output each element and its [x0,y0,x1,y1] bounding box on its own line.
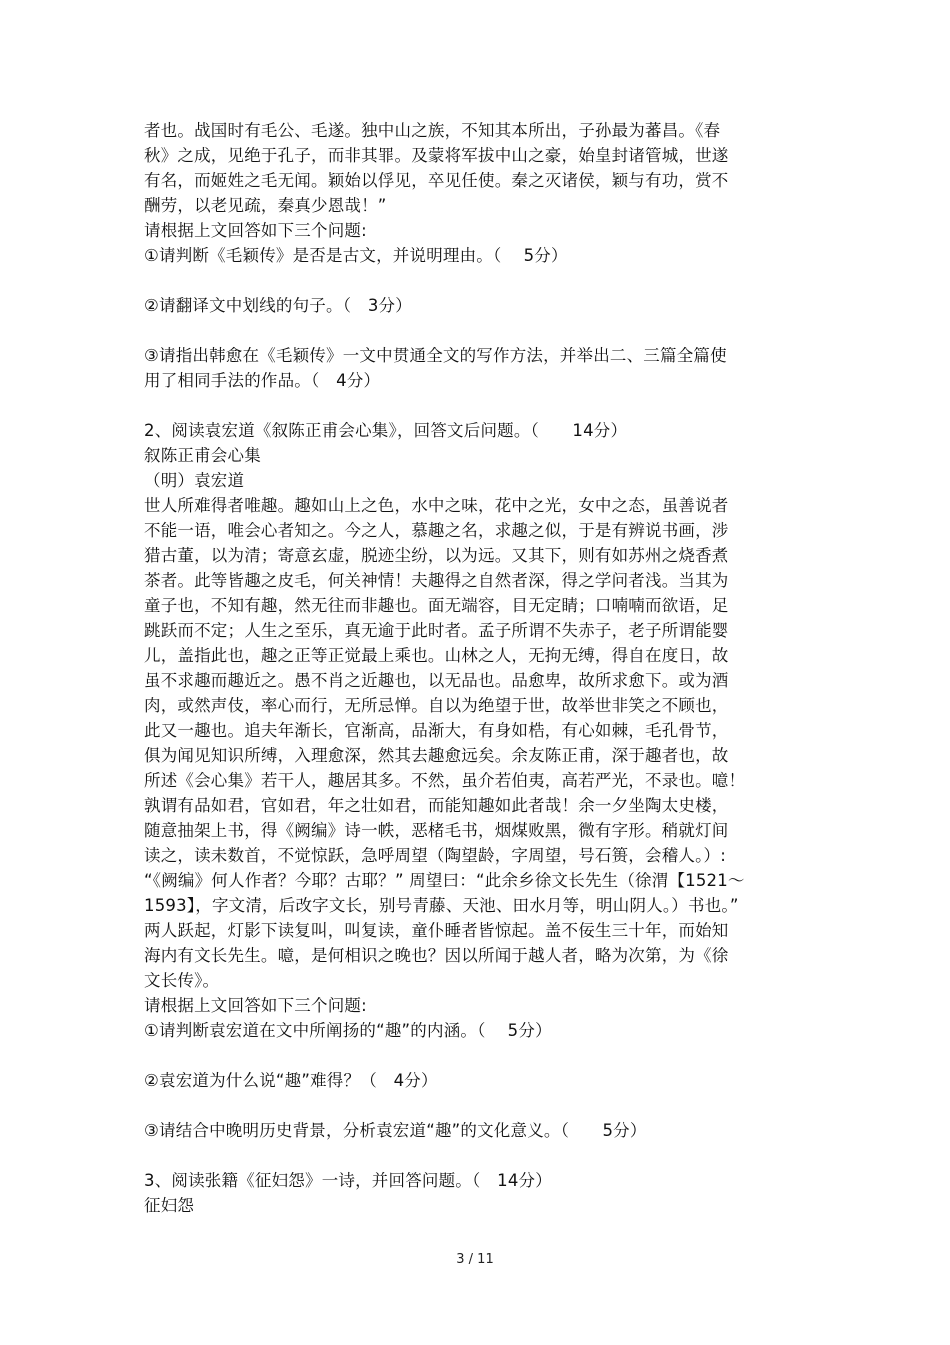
text-line: 所述《会心集》若干人，趣居其多。不然，虽介若伯夷，高若严光，不录也。噫！ [144,771,746,790]
text-line: 者也。战国时有毛公、毛遂。独中山之族，不知其本所出，子孙最为蕃昌。《春 [144,121,721,140]
text-line: 茶者。此等皆趣之皮毛，何关神情！夫趣得之自然者深，得之学问者浅。当其为 [144,571,729,590]
text-line: 不能一语，唯会心者知之。今之人，慕趣之名，求趣之似，于是有辨说书画，涉 [144,521,729,540]
passage-author: （明）袁宏道 [144,471,245,490]
question-item: 用了相同手法的作品。（ 4分） [144,371,381,390]
question-item: ①请判断袁宏道在文中所阐扬的“趣”的内涵。（ 5分） [144,1021,552,1040]
text-line: 秋》之成，见绝于孔子，而非其罪。及蒙将军拔中山之豪，始皇封诸管城，世遂 [144,146,729,165]
question-item: ②请翻译文中划线的句子。（ 3分） [144,296,412,315]
poem-title: 征妇怨 [144,1196,195,1215]
text-line: 随意抽架上书，得《阙编》诗一帙，恶楮毛书，烟煤败黑，微有字形。稍就灯间 [144,821,729,840]
text-line: 有名，而姬姓之毛无闻。颖始以俘见，卒见任使。秦之灭诸侯，颖与有功，赏不 [144,171,729,190]
text-line: 孰谓有品如君，官如君，年之壮如君，而能知趣如此者哉！余一夕坐陶太史楼， [144,796,729,815]
question-prompt: 请根据上文回答如下三个问题: [144,996,367,1015]
text-line: 海内有文长先生。噫，是何相识之晚也？因以所闻于越人者，略为次第，为《徐 [144,946,729,965]
text-line: 酬劳，以老见疏，秦真少恩哉！” [144,196,387,215]
passage-title: 叙陈正甫会心集 [144,446,261,465]
question-item: ③请指出韩愈在《毛颖传》一文中贯通全文的写作方法，并举出二、三篇全篇使 [144,346,727,365]
text-line: 世人所难得者唯趣。趣如山上之色，水中之味，花中之光，女中之态，虽善说者 [144,496,729,515]
text-line: 文长传》。 [144,971,220,990]
text-line: 肉，或然声伎，率心而行，无所忌惮。自以为绝望于世，故举世非笑之不顾也， [144,696,729,715]
text-line: 两人跃起，灯影下读复叫，叫复读，童仆睡者皆惊起。盖不佞生三十年，而始知 [144,921,729,940]
text-line: 此又一趣也。追夫年渐长，官渐高，品渐大，有身如梏，有心如棘，毛孔骨节， [144,721,729,740]
text-line: 猎古董，以为清；寄意玄虚，脱迹尘纷，以为远。又其下，则有如苏州之烧香煮 [144,546,729,565]
question-item: ②袁宏道为什么说“趣”难得？（ 4分） [144,1071,438,1090]
text-line: 读之，读未数首，不觉惊跃，急呼周望（陶望龄，字周望，号石篑，会稽人。）: [144,846,727,865]
text-line: 1593】，字文清，后改字文长，别号青藤、天池、田水月等，明山阴人。）书也。” [144,896,739,915]
text-line: 跳跃而不定；人生之至乐，真无逾于此时者。孟子所谓不失赤子，老子所谓能婴 [144,621,729,640]
text-line: “《阙编》何人作者？今耶？古耶？” 周望曰：“此余乡徐文长先生（徐渭【1521～ [144,871,745,890]
section-heading: 2、阅读袁宏道《叙陈正甫会心集》，回答文后问题。（ 14分） [144,421,628,440]
section-heading: 3、阅读张籍《征妇怨》一诗，并回答问题。（ 14分） [144,1171,552,1190]
text-line: 俱为闻见知识所缚，入理愈深，然其去趣愈远矣。余友陈正甫，深于趣者也，故 [144,746,729,765]
question-prompt: 请根据上文回答如下三个问题: [144,221,367,240]
text-line: 童子也，不知有趣，然无往而非趣也。面无端容，目无定睛；口喃喃而欲语，足 [144,596,729,615]
page-number: 3 / 11 [456,1252,494,1267]
text-line: 虽不求趣而趣近之。愚不肖之近趣也，以无品也。品愈卑，故所求愈下。或为酒 [144,671,729,690]
question-item: ③请结合中晚明历史背景，分析袁宏道“趣”的文化意义。（ 5分） [144,1121,647,1140]
question-item: ①请判断《毛颖传》是否是古文，并说明理由。（ 5分） [144,246,568,265]
text-line: 儿，盖指此也，趣之正等正觉最上乘也。山林之人，无拘无缚，得自在度日，故 [144,646,729,665]
